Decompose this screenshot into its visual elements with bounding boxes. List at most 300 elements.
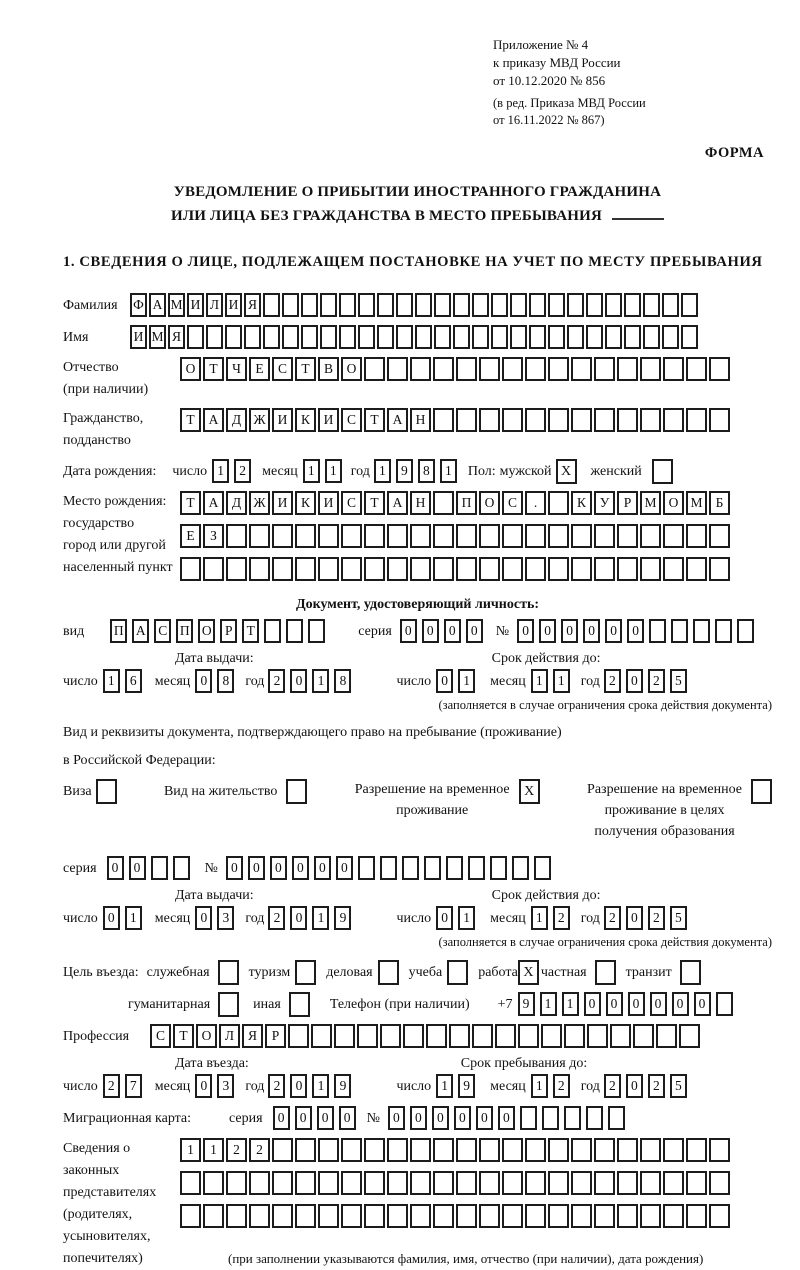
char-cell[interactable]: 2 xyxy=(553,906,570,930)
char-cell[interactable] xyxy=(341,1171,362,1195)
char-cell[interactable]: 0 xyxy=(650,992,667,1016)
char-cell[interactable] xyxy=(586,293,603,317)
char-cell[interactable] xyxy=(663,557,684,581)
char-cell[interactable]: 2 xyxy=(103,1074,120,1098)
char-cell[interactable] xyxy=(548,491,569,515)
char-cell[interactable] xyxy=(272,1138,293,1162)
char-cell[interactable] xyxy=(525,524,546,548)
char-cell[interactable] xyxy=(456,524,477,548)
char-cell[interactable] xyxy=(640,357,661,381)
char-cell[interactable] xyxy=(264,619,281,643)
char-cell[interactable] xyxy=(510,325,527,349)
char-cell[interactable] xyxy=(548,1171,569,1195)
char-cell[interactable] xyxy=(433,357,454,381)
purpose-transit-checkbox[interactable] xyxy=(680,960,701,985)
char-cell[interactable]: 1 xyxy=(312,1074,329,1098)
char-cell[interactable] xyxy=(357,1024,378,1048)
char-cell[interactable]: 0 xyxy=(400,619,417,643)
char-cell[interactable] xyxy=(617,524,638,548)
char-cell[interactable] xyxy=(662,293,679,317)
char-cell[interactable]: Т xyxy=(364,491,385,515)
char-cell[interactable] xyxy=(617,408,638,432)
char-cell[interactable] xyxy=(663,408,684,432)
char-cell[interactable]: В xyxy=(318,357,339,381)
char-cell[interactable] xyxy=(737,619,754,643)
char-cell[interactable] xyxy=(301,325,318,349)
char-cell[interactable] xyxy=(318,524,339,548)
char-cell[interactable] xyxy=(510,293,527,317)
purpose-official-checkbox[interactable] xyxy=(218,960,239,985)
char-cell[interactable] xyxy=(249,1171,270,1195)
char-cell[interactable]: 0 xyxy=(129,856,146,880)
char-cell[interactable]: 1 xyxy=(180,1138,201,1162)
char-cell[interactable] xyxy=(249,1204,270,1228)
temp-permit-checkbox[interactable]: X xyxy=(519,779,540,804)
char-cell[interactable]: 0 xyxy=(248,856,265,880)
char-cell[interactable]: 1 xyxy=(440,459,457,483)
char-cell[interactable]: 1 xyxy=(436,1074,453,1098)
char-cell[interactable]: Р xyxy=(617,491,638,515)
char-cell[interactable]: 0 xyxy=(103,906,120,930)
char-cell[interactable]: 6 xyxy=(125,669,142,693)
char-cell[interactable] xyxy=(479,357,500,381)
char-cell[interactable]: 0 xyxy=(388,1106,405,1130)
char-cell[interactable] xyxy=(686,524,707,548)
char-cell[interactable]: Т xyxy=(180,491,201,515)
char-cell[interactable]: 1 xyxy=(531,1074,548,1098)
char-cell[interactable]: 0 xyxy=(226,856,243,880)
char-cell[interactable] xyxy=(282,325,299,349)
char-cell[interactable]: Т xyxy=(242,619,259,643)
char-cell[interactable] xyxy=(426,1024,447,1048)
char-cell[interactable]: О xyxy=(479,491,500,515)
char-cell[interactable] xyxy=(433,1138,454,1162)
char-cell[interactable] xyxy=(681,293,698,317)
char-cell[interactable]: 0 xyxy=(195,669,212,693)
char-cell[interactable]: 8 xyxy=(217,669,234,693)
char-cell[interactable] xyxy=(206,325,223,349)
char-cell[interactable]: М xyxy=(168,293,185,317)
char-cell[interactable]: И xyxy=(272,408,293,432)
char-cell[interactable] xyxy=(605,325,622,349)
char-cell[interactable] xyxy=(410,357,431,381)
char-cell[interactable] xyxy=(434,325,451,349)
char-cell[interactable] xyxy=(263,293,280,317)
char-cell[interactable]: 0 xyxy=(339,1106,356,1130)
char-cell[interactable]: 2 xyxy=(648,1074,665,1098)
char-cell[interactable]: И xyxy=(318,491,339,515)
char-cell[interactable]: К xyxy=(295,491,316,515)
char-cell[interactable] xyxy=(387,524,408,548)
char-cell[interactable] xyxy=(640,1138,661,1162)
char-cell[interactable]: Е xyxy=(249,357,270,381)
char-cell[interactable]: Ф xyxy=(130,293,147,317)
char-cell[interactable] xyxy=(396,325,413,349)
char-cell[interactable]: 1 xyxy=(553,669,570,693)
char-cell[interactable] xyxy=(334,1024,355,1048)
char-cell[interactable]: Л xyxy=(219,1024,240,1048)
char-cell[interactable] xyxy=(295,1204,316,1228)
char-cell[interactable]: 0 xyxy=(422,619,439,643)
purpose-private-checkbox[interactable] xyxy=(595,960,616,985)
char-cell[interactable] xyxy=(387,357,408,381)
char-cell[interactable] xyxy=(456,1171,477,1195)
char-cell[interactable]: 0 xyxy=(290,906,307,930)
char-cell[interactable] xyxy=(594,1138,615,1162)
char-cell[interactable] xyxy=(410,524,431,548)
char-cell[interactable]: С xyxy=(272,357,293,381)
char-cell[interactable] xyxy=(479,557,500,581)
char-cell[interactable]: 1 xyxy=(303,459,320,483)
char-cell[interactable]: 0 xyxy=(498,1106,515,1130)
char-cell[interactable] xyxy=(226,1171,247,1195)
char-cell[interactable] xyxy=(571,1171,592,1195)
char-cell[interactable] xyxy=(468,856,485,880)
char-cell[interactable]: 1 xyxy=(103,669,120,693)
char-cell[interactable]: 0 xyxy=(270,856,287,880)
char-cell[interactable] xyxy=(594,524,615,548)
char-cell[interactable]: 0 xyxy=(454,1106,471,1130)
char-cell[interactable]: 0 xyxy=(694,992,711,1016)
char-cell[interactable] xyxy=(548,1204,569,1228)
char-cell[interactable] xyxy=(403,1024,424,1048)
char-cell[interactable]: 0 xyxy=(628,992,645,1016)
purpose-humanitarian-checkbox[interactable] xyxy=(218,992,239,1017)
char-cell[interactable] xyxy=(502,1171,523,1195)
sex-female-checkbox[interactable] xyxy=(652,459,673,484)
char-cell[interactable] xyxy=(377,325,394,349)
char-cell[interactable] xyxy=(518,1024,539,1048)
char-cell[interactable] xyxy=(491,293,508,317)
char-cell[interactable]: 2 xyxy=(604,669,621,693)
char-cell[interactable] xyxy=(548,293,565,317)
char-cell[interactable] xyxy=(358,293,375,317)
char-cell[interactable]: О xyxy=(198,619,215,643)
char-cell[interactable]: 3 xyxy=(217,906,234,930)
char-cell[interactable] xyxy=(716,992,733,1016)
char-cell[interactable] xyxy=(586,325,603,349)
char-cell[interactable] xyxy=(548,408,569,432)
char-cell[interactable] xyxy=(358,325,375,349)
char-cell[interactable]: Н xyxy=(410,491,431,515)
char-cell[interactable] xyxy=(571,1138,592,1162)
char-cell[interactable] xyxy=(525,1138,546,1162)
char-cell[interactable] xyxy=(662,325,679,349)
char-cell[interactable]: 0 xyxy=(107,856,124,880)
char-cell[interactable] xyxy=(286,619,303,643)
char-cell[interactable] xyxy=(564,1024,585,1048)
char-cell[interactable] xyxy=(479,1204,500,1228)
char-cell[interactable] xyxy=(663,524,684,548)
char-cell[interactable]: У xyxy=(594,491,615,515)
char-cell[interactable] xyxy=(679,1024,700,1048)
char-cell[interactable]: 1 xyxy=(531,906,548,930)
char-cell[interactable] xyxy=(339,293,356,317)
char-cell[interactable] xyxy=(548,325,565,349)
visa-checkbox[interactable] xyxy=(96,779,117,804)
char-cell[interactable] xyxy=(586,1106,603,1130)
char-cell[interactable] xyxy=(541,1024,562,1048)
char-cell[interactable] xyxy=(617,557,638,581)
char-cell[interactable] xyxy=(402,856,419,880)
char-cell[interactable] xyxy=(151,856,168,880)
purpose-tourism-checkbox[interactable] xyxy=(295,960,316,985)
char-cell[interactable]: Ч xyxy=(226,357,247,381)
char-cell[interactable] xyxy=(502,1204,523,1228)
char-cell[interactable]: 9 xyxy=(334,906,351,930)
char-cell[interactable]: 0 xyxy=(627,619,644,643)
char-cell[interactable]: 0 xyxy=(466,619,483,643)
char-cell[interactable] xyxy=(624,293,641,317)
char-cell[interactable] xyxy=(396,293,413,317)
char-cell[interactable] xyxy=(456,557,477,581)
char-cell[interactable] xyxy=(263,325,280,349)
char-cell[interactable]: 5 xyxy=(670,669,687,693)
char-cell[interactable]: 0 xyxy=(672,992,689,1016)
char-cell[interactable] xyxy=(502,408,523,432)
char-cell[interactable] xyxy=(529,293,546,317)
char-cell[interactable] xyxy=(686,1138,707,1162)
char-cell[interactable] xyxy=(640,1171,661,1195)
char-cell[interactable] xyxy=(433,408,454,432)
char-cell[interactable]: П xyxy=(456,491,477,515)
char-cell[interactable] xyxy=(456,357,477,381)
char-cell[interactable]: 5 xyxy=(670,906,687,930)
char-cell[interactable]: 2 xyxy=(648,906,665,930)
char-cell[interactable] xyxy=(456,408,477,432)
purpose-study-checkbox[interactable] xyxy=(447,960,468,985)
char-cell[interactable]: Д xyxy=(226,491,247,515)
char-cell[interactable] xyxy=(663,1171,684,1195)
char-cell[interactable] xyxy=(364,524,385,548)
char-cell[interactable] xyxy=(502,357,523,381)
char-cell[interactable] xyxy=(226,1204,247,1228)
char-cell[interactable]: 0 xyxy=(626,669,643,693)
char-cell[interactable]: Б xyxy=(709,491,730,515)
char-cell[interactable]: 0 xyxy=(517,619,534,643)
char-cell[interactable]: М xyxy=(640,491,661,515)
char-cell[interactable]: 1 xyxy=(325,459,342,483)
char-cell[interactable] xyxy=(308,619,325,643)
char-cell[interactable]: 1 xyxy=(531,669,548,693)
residence-permit-checkbox[interactable] xyxy=(286,779,307,804)
char-cell[interactable]: Ж xyxy=(249,491,270,515)
char-cell[interactable] xyxy=(525,357,546,381)
char-cell[interactable]: Т xyxy=(203,357,224,381)
char-cell[interactable]: Т xyxy=(364,408,385,432)
char-cell[interactable] xyxy=(387,1171,408,1195)
char-cell[interactable] xyxy=(249,524,270,548)
char-cell[interactable] xyxy=(640,524,661,548)
char-cell[interactable] xyxy=(433,1171,454,1195)
char-cell[interactable]: С xyxy=(341,491,362,515)
char-cell[interactable]: О xyxy=(180,357,201,381)
char-cell[interactable] xyxy=(272,1171,293,1195)
char-cell[interactable]: О xyxy=(341,357,362,381)
char-cell[interactable] xyxy=(610,1024,631,1048)
char-cell[interactable]: Н xyxy=(410,408,431,432)
char-cell[interactable] xyxy=(479,1138,500,1162)
char-cell[interactable] xyxy=(180,1171,201,1195)
char-cell[interactable]: 1 xyxy=(312,669,329,693)
char-cell[interactable]: Р xyxy=(220,619,237,643)
char-cell[interactable]: 0 xyxy=(314,856,331,880)
char-cell[interactable] xyxy=(709,524,730,548)
char-cell[interactable] xyxy=(548,1138,569,1162)
char-cell[interactable] xyxy=(709,1204,730,1228)
char-cell[interactable] xyxy=(453,293,470,317)
char-cell[interactable] xyxy=(663,1204,684,1228)
char-cell[interactable]: Л xyxy=(206,293,223,317)
char-cell[interactable]: П xyxy=(110,619,127,643)
char-cell[interactable]: 0 xyxy=(539,619,556,643)
char-cell[interactable]: 0 xyxy=(273,1106,290,1130)
char-cell[interactable] xyxy=(571,524,592,548)
char-cell[interactable] xyxy=(472,1024,493,1048)
char-cell[interactable]: 2 xyxy=(268,1074,285,1098)
char-cell[interactable] xyxy=(525,1171,546,1195)
char-cell[interactable] xyxy=(364,1204,385,1228)
char-cell[interactable] xyxy=(318,557,339,581)
char-cell[interactable] xyxy=(587,1024,608,1048)
char-cell[interactable] xyxy=(490,856,507,880)
char-cell[interactable]: 1 xyxy=(562,992,579,1016)
char-cell[interactable] xyxy=(663,357,684,381)
char-cell[interactable] xyxy=(512,856,529,880)
edu-permit-checkbox[interactable] xyxy=(751,779,772,804)
char-cell[interactable] xyxy=(686,357,707,381)
char-cell[interactable]: 1 xyxy=(458,906,475,930)
char-cell[interactable]: И xyxy=(187,293,204,317)
char-cell[interactable] xyxy=(656,1024,677,1048)
char-cell[interactable] xyxy=(605,293,622,317)
char-cell[interactable] xyxy=(295,524,316,548)
char-cell[interactable] xyxy=(640,557,661,581)
char-cell[interactable] xyxy=(472,293,489,317)
char-cell[interactable]: И xyxy=(318,408,339,432)
char-cell[interactable] xyxy=(341,524,362,548)
char-cell[interactable]: О xyxy=(196,1024,217,1048)
char-cell[interactable] xyxy=(529,325,546,349)
char-cell[interactable] xyxy=(548,357,569,381)
char-cell[interactable] xyxy=(203,1204,224,1228)
char-cell[interactable] xyxy=(387,557,408,581)
char-cell[interactable]: 7 xyxy=(125,1074,142,1098)
char-cell[interactable] xyxy=(608,1106,625,1130)
char-cell[interactable] xyxy=(410,1171,431,1195)
char-cell[interactable] xyxy=(649,619,666,643)
char-cell[interactable] xyxy=(434,293,451,317)
char-cell[interactable]: 8 xyxy=(334,669,351,693)
char-cell[interactable] xyxy=(449,1024,470,1048)
char-cell[interactable] xyxy=(571,557,592,581)
char-cell[interactable] xyxy=(479,524,500,548)
char-cell[interactable] xyxy=(693,619,710,643)
char-cell[interactable]: 2 xyxy=(604,906,621,930)
char-cell[interactable] xyxy=(301,293,318,317)
char-cell[interactable]: 9 xyxy=(518,992,535,1016)
char-cell[interactable] xyxy=(525,557,546,581)
char-cell[interactable] xyxy=(594,357,615,381)
char-cell[interactable] xyxy=(433,524,454,548)
char-cell[interactable]: 0 xyxy=(605,619,622,643)
char-cell[interactable]: С xyxy=(154,619,171,643)
char-cell[interactable] xyxy=(226,524,247,548)
char-cell[interactable]: Ж xyxy=(249,408,270,432)
char-cell[interactable]: А xyxy=(203,491,224,515)
char-cell[interactable] xyxy=(341,557,362,581)
char-cell[interactable]: 1 xyxy=(203,1138,224,1162)
char-cell[interactable]: М xyxy=(686,491,707,515)
char-cell[interactable]: 0 xyxy=(295,1106,312,1130)
char-cell[interactable]: С xyxy=(150,1024,171,1048)
char-cell[interactable] xyxy=(244,325,261,349)
char-cell[interactable] xyxy=(415,293,432,317)
char-cell[interactable] xyxy=(433,1204,454,1228)
char-cell[interactable] xyxy=(643,293,660,317)
char-cell[interactable] xyxy=(203,1171,224,1195)
char-cell[interactable] xyxy=(410,557,431,581)
char-cell[interactable]: 2 xyxy=(553,1074,570,1098)
char-cell[interactable] xyxy=(624,325,641,349)
char-cell[interactable]: 3 xyxy=(217,1074,234,1098)
char-cell[interactable] xyxy=(681,325,698,349)
char-cell[interactable]: З xyxy=(203,524,224,548)
char-cell[interactable] xyxy=(686,557,707,581)
char-cell[interactable]: Т xyxy=(173,1024,194,1048)
char-cell[interactable] xyxy=(339,325,356,349)
char-cell[interactable]: 1 xyxy=(458,669,475,693)
char-cell[interactable] xyxy=(571,357,592,381)
char-cell[interactable] xyxy=(295,1171,316,1195)
char-cell[interactable] xyxy=(594,408,615,432)
char-cell[interactable] xyxy=(571,1204,592,1228)
char-cell[interactable]: 0 xyxy=(290,1074,307,1098)
char-cell[interactable]: С xyxy=(502,491,523,515)
char-cell[interactable] xyxy=(502,1138,523,1162)
char-cell[interactable] xyxy=(640,408,661,432)
char-cell[interactable]: 1 xyxy=(312,906,329,930)
char-cell[interactable] xyxy=(709,1138,730,1162)
char-cell[interactable]: 0 xyxy=(195,1074,212,1098)
char-cell[interactable]: 2 xyxy=(648,669,665,693)
char-cell[interactable] xyxy=(663,1138,684,1162)
char-cell[interactable] xyxy=(320,293,337,317)
char-cell[interactable] xyxy=(643,325,660,349)
char-cell[interactable]: 0 xyxy=(436,669,453,693)
char-cell[interactable]: 0 xyxy=(561,619,578,643)
char-cell[interactable] xyxy=(542,1106,559,1130)
char-cell[interactable] xyxy=(318,1204,339,1228)
char-cell[interactable]: 0 xyxy=(626,906,643,930)
char-cell[interactable]: И xyxy=(225,293,242,317)
char-cell[interactable] xyxy=(380,1024,401,1048)
char-cell[interactable]: М xyxy=(149,325,166,349)
char-cell[interactable] xyxy=(203,557,224,581)
char-cell[interactable] xyxy=(617,1138,638,1162)
char-cell[interactable] xyxy=(364,357,385,381)
char-cell[interactable]: П xyxy=(176,619,193,643)
char-cell[interactable] xyxy=(380,856,397,880)
char-cell[interactable] xyxy=(617,1171,638,1195)
char-cell[interactable]: Я xyxy=(242,1024,263,1048)
char-cell[interactable]: А xyxy=(132,619,149,643)
char-cell[interactable]: А xyxy=(387,408,408,432)
char-cell[interactable]: 0 xyxy=(195,906,212,930)
char-cell[interactable] xyxy=(633,1024,654,1048)
char-cell[interactable] xyxy=(433,491,454,515)
char-cell[interactable] xyxy=(311,1024,332,1048)
